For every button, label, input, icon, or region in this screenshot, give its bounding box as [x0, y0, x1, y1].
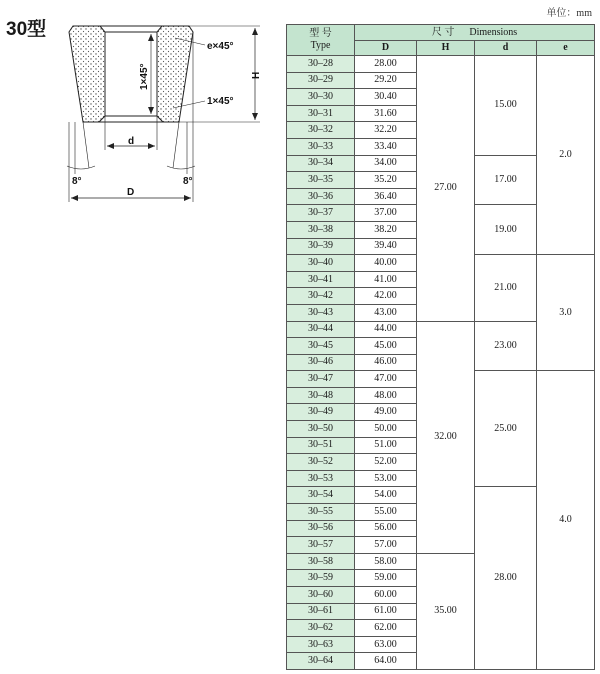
type-header-zh: 型 号 — [309, 28, 332, 39]
type-cell: 30–59 — [287, 570, 355, 587]
D-cell: 34.00 — [355, 155, 417, 172]
type-cell: 30–40 — [287, 255, 355, 272]
type-cell: 30–60 — [287, 587, 355, 604]
D-cell: 60.00 — [355, 587, 417, 604]
chamfer-inner-label: 1×45° — [139, 63, 150, 90]
D-cell: 48.00 — [355, 387, 417, 404]
D-cell: 45.00 — [355, 338, 417, 355]
dimensions-header-en: Dimensions — [469, 26, 518, 38]
e-cell: 3.0 — [537, 255, 595, 371]
type-cell: 30–55 — [287, 504, 355, 521]
d-cell: 15.00 — [475, 56, 537, 156]
type-cell: 30–41 — [287, 271, 355, 288]
dimensions-header-zh: 尺 寸 — [431, 26, 455, 38]
D-cell: 28.00 — [355, 56, 417, 73]
D-cell: 54.00 — [355, 487, 417, 504]
type-cell: 30–34 — [287, 155, 355, 172]
D-cell: 35.20 — [355, 172, 417, 189]
D-cell: 33.40 — [355, 138, 417, 155]
type-cell: 30–42 — [287, 288, 355, 305]
type-cell: 30–52 — [287, 454, 355, 471]
D-cell: 47.00 — [355, 371, 417, 388]
angle-left-label: 8° — [72, 176, 82, 187]
type-cell: 30–64 — [287, 653, 355, 670]
type-cell: 30–30 — [287, 89, 355, 106]
type-cell: 30–49 — [287, 404, 355, 421]
col-H-header: H — [417, 41, 475, 56]
type-cell: 30–37 — [287, 205, 355, 222]
D-dimension-label: D — [127, 187, 135, 198]
D-cell: 32.20 — [355, 122, 417, 139]
type-header-en: Type — [310, 40, 331, 51]
type-cell: 30–51 — [287, 437, 355, 454]
D-cell: 56.00 — [355, 520, 417, 537]
H-cell: 27.00 — [417, 56, 475, 322]
d-dimension-label: d — [128, 136, 135, 147]
table-row — [287, 56, 595, 73]
D-cell: 59.00 — [355, 570, 417, 587]
type-cell: 30–61 — [287, 603, 355, 620]
type-cell: 30–43 — [287, 304, 355, 321]
type-cell: 30–54 — [287, 487, 355, 504]
D-cell: 36.40 — [355, 188, 417, 205]
type-cell: 30–32 — [287, 122, 355, 139]
type-cell: 30–33 — [287, 138, 355, 155]
type-cell: 30–28 — [287, 56, 355, 73]
type-cell: 30–53 — [287, 470, 355, 487]
D-cell: 37.00 — [355, 205, 417, 222]
D-cell: 63.00 — [355, 636, 417, 653]
D-cell: 40.00 — [355, 255, 417, 272]
type-cell: 30–63 — [287, 636, 355, 653]
D-cell: 39.40 — [355, 238, 417, 255]
type-cell: 30–36 — [287, 188, 355, 205]
d-cell: 17.00 — [475, 155, 537, 205]
H-dimension-label: H — [251, 71, 262, 79]
D-cell: 31.60 — [355, 105, 417, 122]
D-cell: 57.00 — [355, 537, 417, 554]
D-cell: 64.00 — [355, 653, 417, 670]
e-cell: 4.0 — [537, 371, 595, 670]
e-cell: 2.0 — [537, 56, 595, 255]
D-cell: 58.00 — [355, 553, 417, 570]
specification-table — [286, 24, 595, 670]
chamfer-top-label: e×45° — [207, 41, 234, 52]
d-cell: 21.00 — [475, 255, 537, 321]
D-cell: 46.00 — [355, 354, 417, 371]
type-cell: 30–57 — [287, 537, 355, 554]
type-cell: 30–31 — [287, 105, 355, 122]
D-cell: 44.00 — [355, 321, 417, 338]
D-cell: 42.00 — [355, 288, 417, 305]
D-cell: 38.20 — [355, 221, 417, 238]
type-cell: 30–44 — [287, 321, 355, 338]
angle-right-label: 8° — [183, 176, 193, 187]
D-cell: 51.00 — [355, 437, 417, 454]
d-cell: 23.00 — [475, 321, 537, 371]
H-cell: 32.00 — [417, 321, 475, 553]
type-cell: 30–45 — [287, 338, 355, 355]
D-cell: 53.00 — [355, 470, 417, 487]
D-cell: 61.00 — [355, 603, 417, 620]
d-cell: 28.00 — [475, 487, 537, 670]
type-cell: 30–56 — [287, 520, 355, 537]
type-cell: 30–46 — [287, 354, 355, 371]
D-cell: 50.00 — [355, 421, 417, 438]
D-cell: 41.00 — [355, 271, 417, 288]
type-cell: 30–38 — [287, 221, 355, 238]
H-cell: 35.00 — [417, 553, 475, 669]
left-abrasive-section — [69, 26, 105, 122]
model-title: 30型 — [6, 19, 47, 40]
D-cell: 49.00 — [355, 404, 417, 421]
D-cell: 43.00 — [355, 304, 417, 321]
D-cell: 29.20 — [355, 72, 417, 89]
wheel-cross-section-drawing — [55, 18, 280, 218]
type-header — [287, 25, 355, 56]
col-d-header: d — [475, 41, 537, 56]
type-cell: 30–35 — [287, 172, 355, 189]
type-cell: 30–62 — [287, 620, 355, 637]
type-cell: 30–48 — [287, 387, 355, 404]
col-D-header: D — [355, 41, 417, 56]
type-cell: 30–50 — [287, 421, 355, 438]
chamfer-bottom-label: 1×45° — [207, 96, 234, 107]
unit-label: 单位：mm — [546, 8, 592, 19]
D-cell: 62.00 — [355, 620, 417, 637]
D-cell: 52.00 — [355, 454, 417, 471]
dimensions-header — [355, 25, 595, 41]
d-cell: 25.00 — [475, 371, 537, 487]
D-cell: 30.40 — [355, 89, 417, 106]
type-cell: 30–58 — [287, 553, 355, 570]
type-cell: 30–47 — [287, 371, 355, 388]
d-cell: 19.00 — [475, 205, 537, 255]
D-cell: 55.00 — [355, 504, 417, 521]
type-cell: 30–29 — [287, 72, 355, 89]
type-cell: 30–39 — [287, 238, 355, 255]
col-e-header: e — [537, 41, 595, 56]
specification-table-body — [287, 56, 595, 670]
